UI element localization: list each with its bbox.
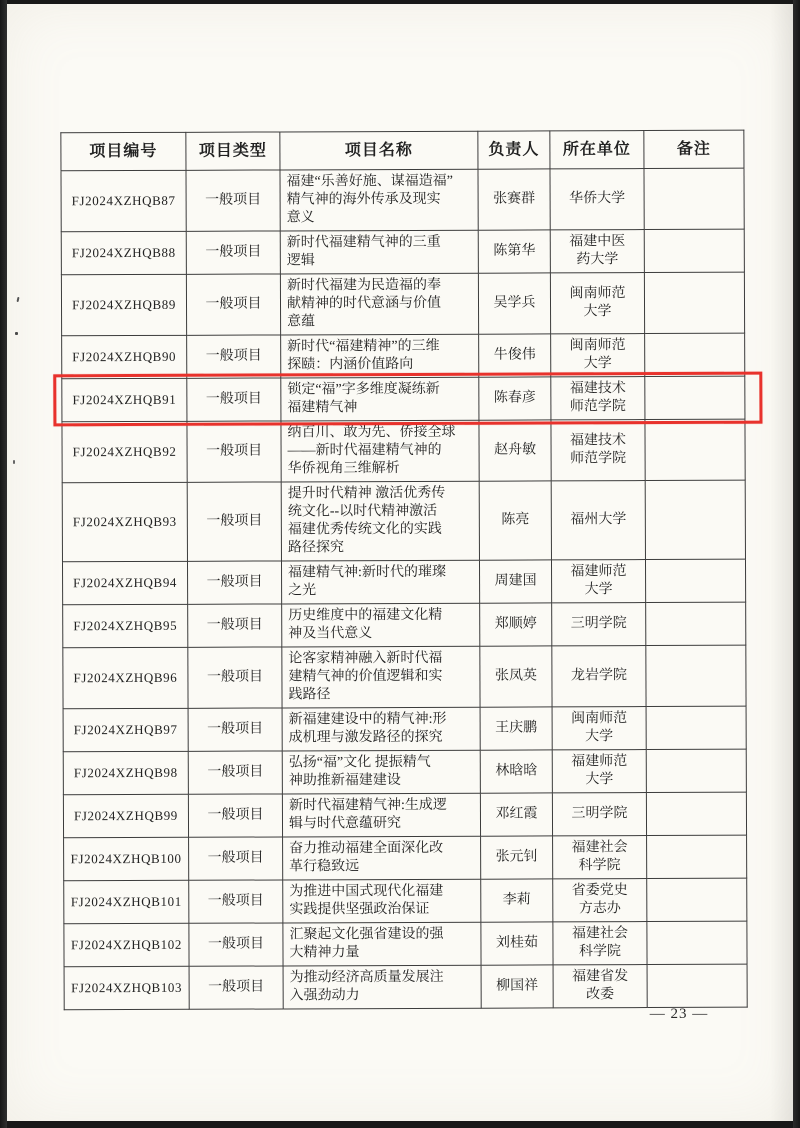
cell-project-type: 一般项目 (186, 231, 280, 274)
cell-project-name: 新时代福建为民造福的奉 献精神的时代意涵与价值 意蕴 (280, 273, 478, 335)
cell-unit: 福建技术 师范学院 (551, 420, 645, 481)
cell-unit: 三明学院 (552, 793, 646, 836)
cell-project-type: 一般项目 (187, 482, 281, 561)
cell-project-type: 一般项目 (189, 923, 283, 966)
table-row (64, 964, 747, 1010)
cell-person: 张赛群 (478, 169, 550, 230)
table-header-row (61, 130, 744, 171)
cell-project-name: 汇聚起文化强省建设的强 大精神力量 (283, 922, 481, 966)
cell-unit: 福建社会 科学院 (553, 922, 647, 965)
cell-project-type: 一般项目 (188, 604, 282, 647)
cell-unit: 福建省发 改委 (553, 965, 647, 1008)
table-row (63, 706, 746, 752)
cell-note (647, 878, 747, 921)
cell-person: 吴学兵 (478, 273, 550, 334)
cell-project-name: 弘扬“福”文化 提振精气 神助推新福建建设 (282, 750, 480, 794)
cell-unit: 闽南师范 大学 (551, 334, 645, 377)
cell-note (645, 480, 745, 559)
cell-person: 张元钊 (481, 836, 553, 879)
table-row (63, 749, 746, 795)
cell-note (644, 272, 744, 333)
cell-project-type: 一般项目 (187, 335, 281, 378)
table-row (63, 645, 746, 709)
cell-unit: 福建师范 大学 (551, 560, 645, 603)
cell-person: 陈亮 (479, 481, 551, 560)
cell-unit: 龙岩学院 (552, 646, 646, 707)
table-row (61, 272, 744, 336)
cell-project-type: 一般项目 (189, 966, 283, 1009)
cell-person: 李莉 (481, 879, 553, 922)
header-project-name: 项目名称 (280, 131, 478, 170)
cell-project-id: FJ2024XZHQB100 (64, 837, 189, 880)
cell-project-type: 一般项目 (188, 751, 282, 794)
header-unit: 所在单位 (550, 131, 644, 169)
cell-note (645, 333, 745, 376)
page-number: — 23 — (649, 1006, 709, 1022)
scan-edge-right (793, 0, 800, 1128)
cell-project-id: FJ2024XZHQB102 (64, 923, 189, 966)
cell-project-type: 一般项目 (188, 708, 282, 751)
cell-project-id: FJ2024XZHQB103 (64, 966, 189, 1009)
cell-project-id: FJ2024XZHQB94 (62, 561, 187, 604)
cell-note (646, 792, 746, 835)
cell-unit: 闽南师范 大学 (550, 273, 644, 334)
cell-person: 林晗晗 (480, 750, 552, 793)
cell-unit: 福建中医 药大学 (550, 230, 644, 273)
cell-project-id: FJ2024XZHQB96 (63, 647, 188, 708)
cell-person: 陈第华 (478, 230, 550, 273)
table-row (62, 419, 745, 483)
cell-person: 郑顺婷 (480, 603, 552, 646)
cell-note (647, 921, 747, 964)
cell-person: 王庆鹏 (480, 707, 552, 750)
cell-unit: 闽南师范 大学 (552, 707, 646, 750)
cell-note (647, 964, 747, 1007)
cell-person: 周建国 (479, 560, 551, 603)
table-row (64, 835, 747, 881)
cell-person: 陈春彦 (479, 377, 551, 420)
table-row (61, 168, 744, 232)
cell-project-id: FJ2024XZHQB88 (61, 231, 186, 274)
cell-project-id: FJ2024XZHQB97 (63, 708, 188, 751)
cell-note (646, 645, 746, 706)
cell-note (645, 419, 745, 480)
cell-project-type: 一般项目 (188, 647, 282, 708)
scan-speck (13, 460, 15, 464)
paper-page (6, 4, 794, 1122)
cell-project-id: FJ2024XZHQB101 (64, 880, 189, 923)
page-content (4, 2, 796, 1123)
table-row (64, 878, 747, 924)
project-list-table (60, 130, 747, 1011)
cell-person: 赵舟敏 (479, 420, 551, 481)
table-row (62, 333, 745, 379)
cell-project-type: 一般项目 (186, 274, 280, 335)
cell-project-name: 新时代“福建精神”的三维 探赜：内涵价值路向 (281, 334, 479, 378)
cell-unit: 省委党史 方志办 (553, 879, 647, 922)
scan-edge-top (0, 0, 800, 4)
cell-project-name: 纳百川、敢为先、侨接全球 ——新时代福建精气神的 华侨视角三维解析 (281, 420, 479, 482)
cell-note (647, 835, 747, 878)
cell-project-name: 历史维度中的福建文化精 神及当代意义 (282, 603, 480, 647)
cell-project-name: 为推进中国式现代化福建 实践提供坚强政治保证 (283, 879, 481, 923)
table-row (62, 559, 745, 605)
cell-unit: 华侨大学 (550, 169, 644, 230)
cell-note (646, 706, 746, 749)
cell-note (646, 602, 746, 645)
cell-project-id: FJ2024XZHQB95 (63, 604, 188, 647)
header-project-type: 项目类型 (186, 132, 280, 170)
cell-project-name: 新时代福建精气神的三重 逻辑 (280, 230, 478, 274)
cell-unit: 福建师范 大学 (552, 750, 646, 793)
cell-note (644, 229, 744, 272)
cell-project-name: 新福建建设中的精气神:形 成机理与激发路径的探究 (282, 707, 480, 751)
cell-project-type: 一般项目 (186, 170, 280, 231)
cell-unit: 三明学院 (552, 603, 646, 646)
table-row (62, 480, 745, 562)
cell-person: 邓红霞 (480, 793, 552, 836)
cell-project-id: FJ2024XZHQB92 (62, 421, 187, 482)
cell-project-name: 提升时代精神 激活优秀传 统文化--以时代精神激活 福建优秀传统文化的实践 路径探究 (281, 481, 479, 561)
table-row (63, 792, 746, 838)
cell-project-name: 福建精气神:新时代的璀璨 之光 (281, 560, 479, 604)
cell-project-type: 一般项目 (189, 837, 283, 880)
cell-note (644, 168, 744, 229)
scan-speck (15, 332, 18, 335)
cell-project-name: 锁定“福”字多维度凝练新 福建精气神 (281, 377, 479, 421)
cell-project-type: 一般项目 (187, 561, 281, 604)
scan-edge-bottom (0, 1121, 800, 1128)
cell-project-name: 奋力推动福建全面深化改 革行稳致远 (283, 836, 481, 880)
cell-person: 张凤英 (480, 646, 552, 707)
cell-project-type: 一般项目 (187, 378, 281, 421)
cell-project-id: FJ2024XZHQB91 (62, 378, 187, 421)
cell-project-id: FJ2024XZHQB99 (63, 794, 188, 837)
cell-project-type: 一般项目 (188, 794, 282, 837)
cell-project-type: 一般项目 (189, 880, 283, 923)
cell-person: 牛俊伟 (479, 334, 551, 377)
scan-edge-left (0, 0, 7, 1128)
cell-project-type: 一般项目 (187, 421, 281, 482)
cell-unit: 福建技术 师范学院 (551, 377, 645, 420)
cell-project-id: FJ2024XZHQB89 (61, 274, 186, 335)
cell-unit: 福建社会 科学院 (553, 836, 647, 879)
cell-project-name: 新时代福建精气神:生成逻 辑与时代意蕴研究 (282, 793, 480, 837)
cell-person: 柳国祥 (481, 965, 553, 1008)
table-row (62, 376, 745, 422)
header-note: 备注 (644, 130, 744, 168)
cell-note (645, 559, 745, 602)
cell-unit: 福州大学 (551, 481, 645, 560)
table-row (64, 921, 747, 967)
cell-project-id: FJ2024XZHQB90 (62, 335, 187, 378)
cell-project-id: FJ2024XZHQB87 (61, 170, 186, 231)
header-project-id: 项目编号 (61, 132, 186, 170)
table-row (61, 229, 744, 275)
cell-project-name: 论客家精神融入新时代福 建精气神的价值逻辑和实 践路径 (282, 646, 480, 708)
cell-person: 刘桂茹 (481, 922, 553, 965)
header-person: 负责人 (478, 131, 550, 169)
cell-project-name: 为推动经济高质量发展注 入强劲动力 (283, 965, 481, 1009)
table-row (63, 602, 746, 648)
cell-project-id: FJ2024XZHQB93 (62, 482, 187, 561)
cell-project-id: FJ2024XZHQB98 (63, 751, 188, 794)
cell-note (646, 749, 746, 792)
cell-project-name: 福建“乐善好施、谋福造福” 精气神的海外传承及现实 意义 (280, 169, 478, 231)
cell-note (645, 376, 745, 419)
